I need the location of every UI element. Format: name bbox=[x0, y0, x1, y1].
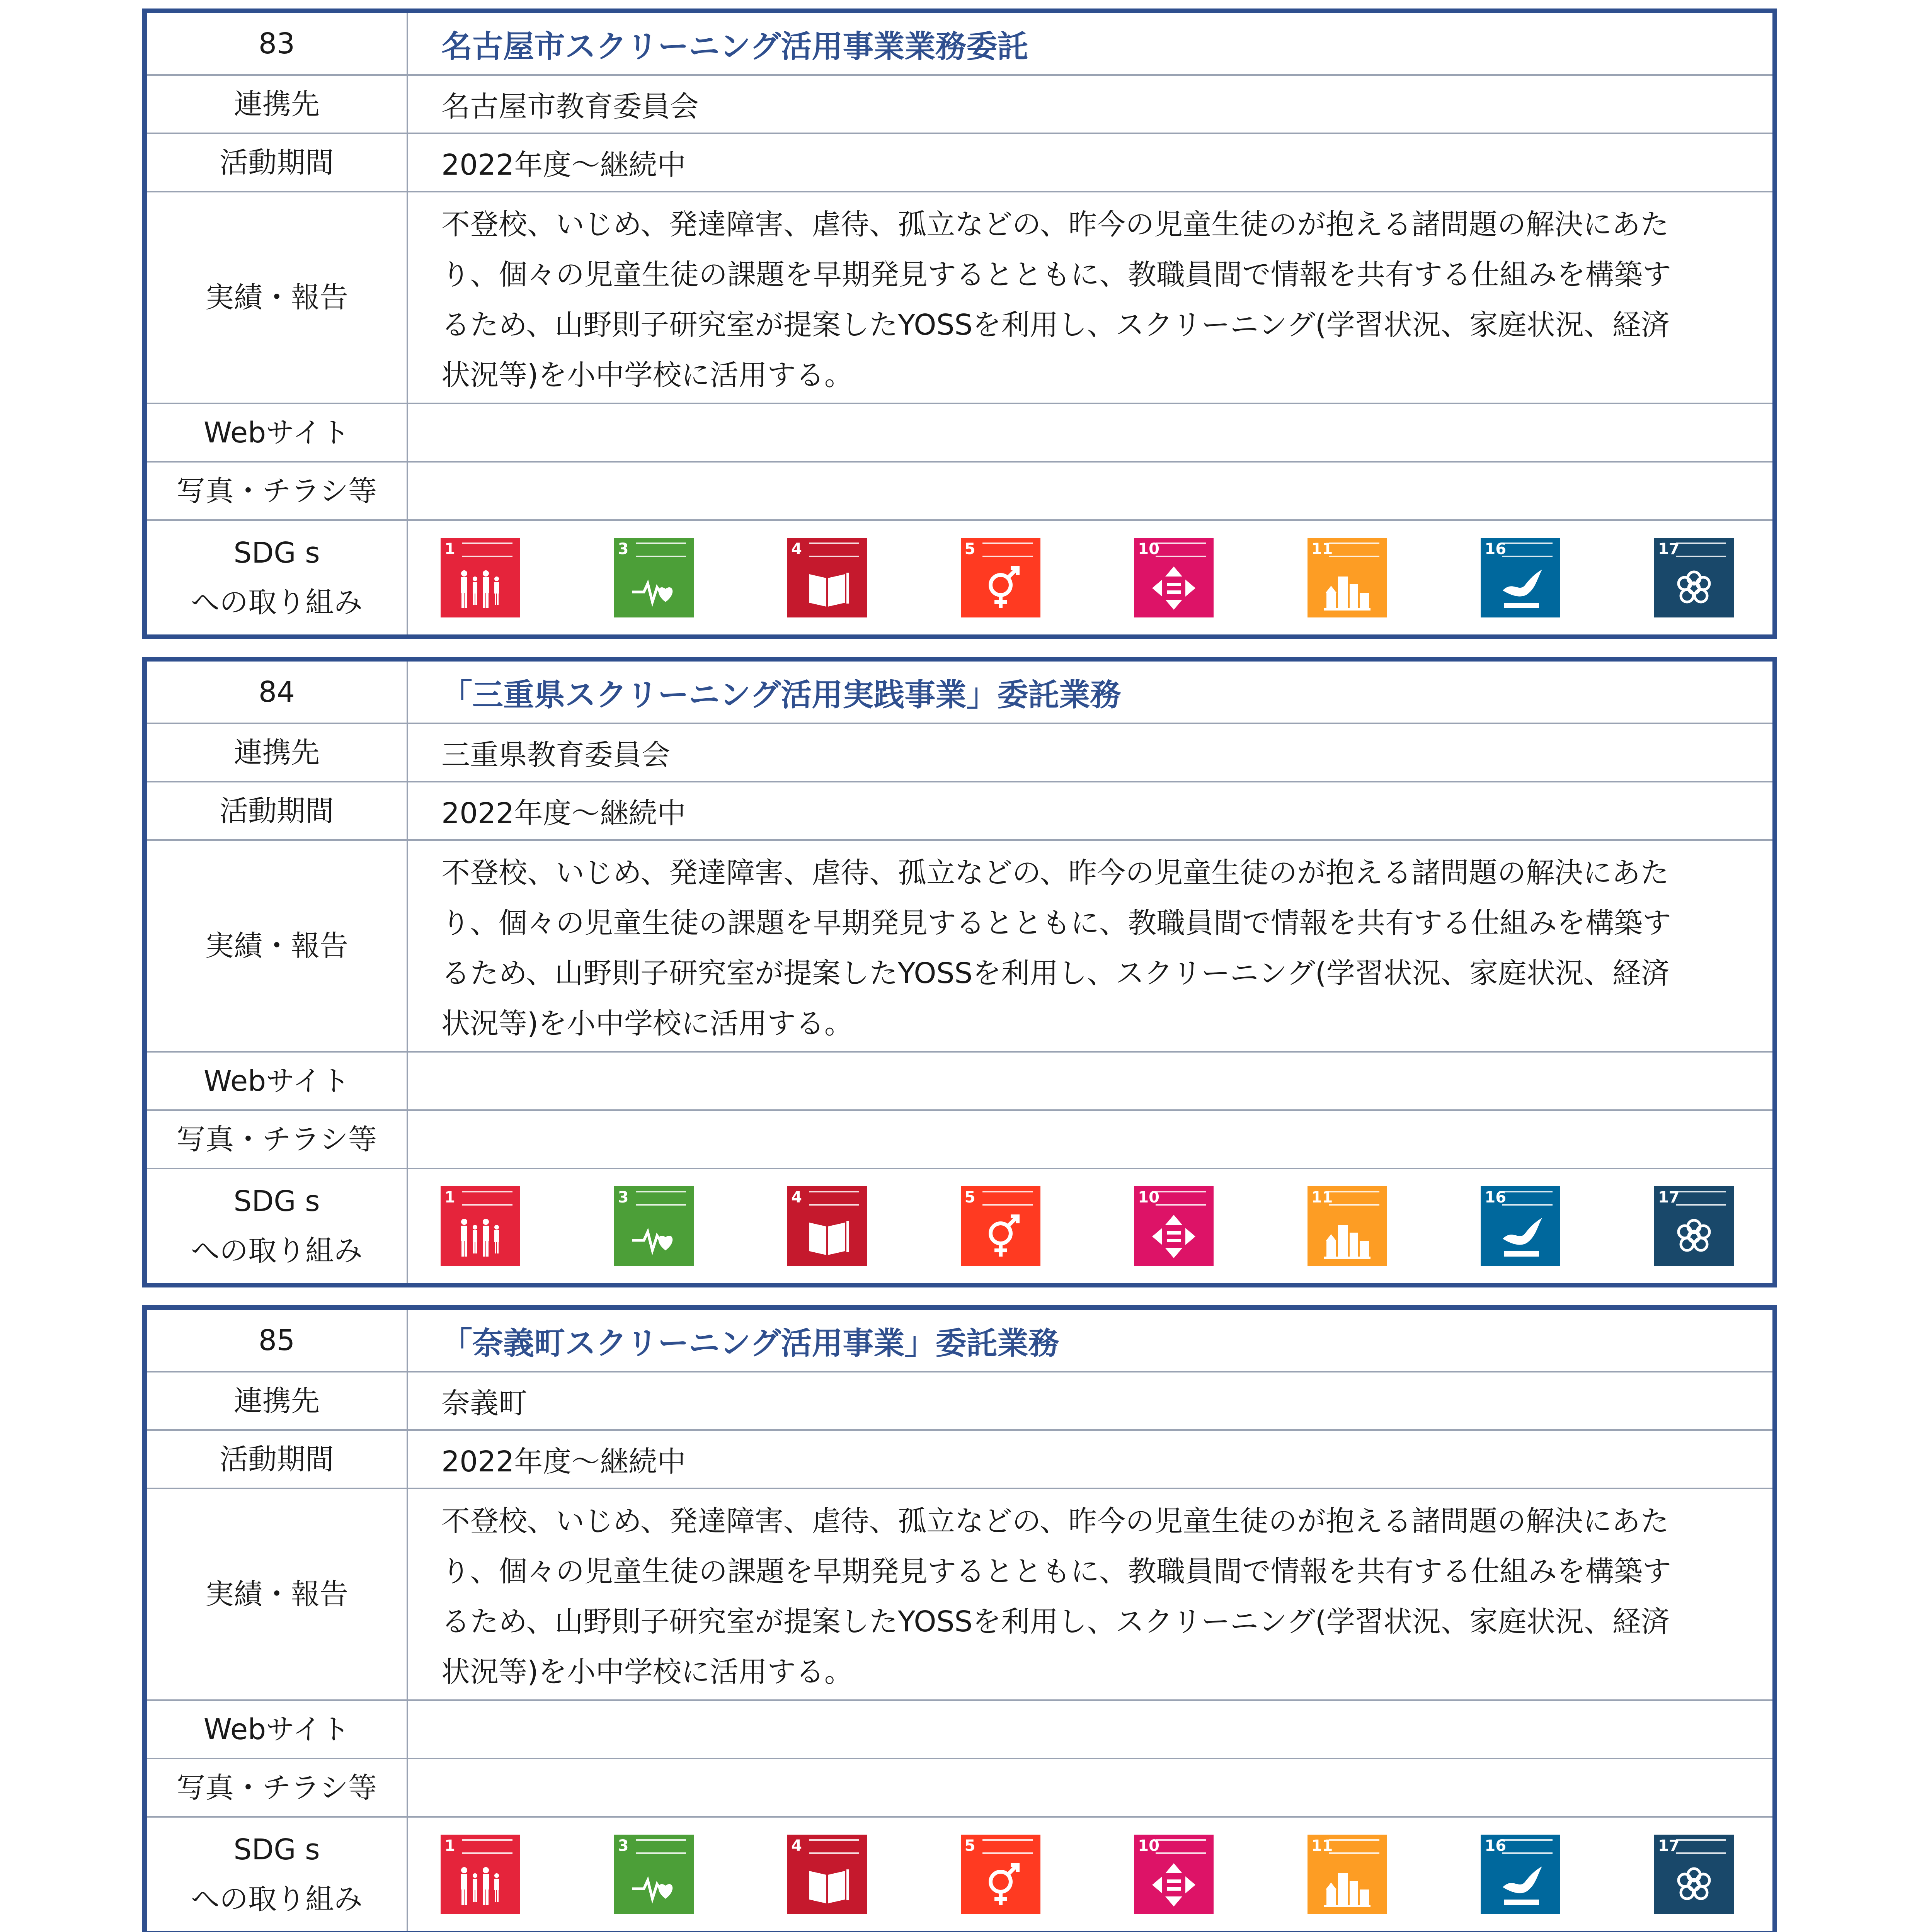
report-line: 状況等)を小中学校に活用する。 bbox=[441, 1007, 853, 1040]
project-record bbox=[142, 1305, 1777, 1932]
sdg-goal-number: 10 bbox=[1138, 540, 1159, 558]
sdg-goal-10-icon bbox=[1134, 1186, 1214, 1266]
partner-label: 連携先 bbox=[147, 724, 408, 781]
sdg-goal-caption bbox=[1502, 1191, 1553, 1206]
website-row bbox=[147, 1051, 1772, 1109]
sdg-goal-11-icon bbox=[1308, 1186, 1387, 1266]
sdg-goal-number: 17 bbox=[1658, 540, 1680, 558]
record-header-row bbox=[147, 1310, 1772, 1371]
report-label: 実績・報告 bbox=[147, 1489, 408, 1699]
sdg-goal-number: 5 bbox=[964, 540, 976, 558]
partner-value: 名古屋市教育委員会 bbox=[441, 90, 699, 123]
sdgs-row bbox=[147, 1168, 1772, 1283]
sdg-goal-caption bbox=[1156, 1839, 1206, 1854]
period-row bbox=[147, 1429, 1772, 1488]
sdg-goal-number: 17 bbox=[1658, 1837, 1680, 1855]
report-label: 実績・報告 bbox=[147, 192, 408, 403]
sdgs-row bbox=[147, 1816, 1772, 1931]
report-line: るため、山野則子研究室が提案したYOSSを利用し、スクリーニング(学習状況、家庭状況、経済 bbox=[441, 308, 1670, 342]
sdg-goal-1-icon bbox=[441, 1835, 520, 1914]
sdg-goal-number: 4 bbox=[791, 1189, 802, 1206]
sdg-goal-3-icon bbox=[614, 1835, 694, 1914]
partner-value: 三重県教育委員会 bbox=[441, 738, 670, 772]
sdg-goal-3-icon bbox=[614, 538, 694, 617]
photos-value bbox=[408, 463, 1772, 519]
partner-row bbox=[147, 74, 1772, 133]
sdg-goal-16-icon bbox=[1481, 1186, 1560, 1266]
report-line: 不登校、いじめ、発達障害、虐待、孤立などの、昨今の児童生徒のが抱える諸問題の解決にあた bbox=[441, 856, 1669, 889]
sdg-goal-number: 11 bbox=[1311, 540, 1333, 558]
sdg-goal-caption bbox=[982, 1191, 1033, 1206]
photos-row bbox=[147, 1109, 1772, 1168]
sdg-goal-1-icon bbox=[441, 1186, 520, 1266]
report-row bbox=[147, 191, 1772, 403]
sdgs-label-line2: への取り組み bbox=[191, 1883, 363, 1916]
sdg-goal-3-icon bbox=[614, 1186, 694, 1266]
period-value: 2022年度〜継続中 bbox=[441, 148, 686, 182]
sdg-goal-number: 1 bbox=[444, 1837, 455, 1855]
period-row bbox=[147, 133, 1772, 191]
sdg-goal-caption bbox=[1329, 1839, 1379, 1854]
website-value[interactable] bbox=[408, 404, 1772, 461]
report-row bbox=[147, 839, 1772, 1051]
website-value[interactable] bbox=[408, 1053, 1772, 1109]
sdg-goal-number: 11 bbox=[1311, 1837, 1333, 1855]
sdg-goal-4-icon bbox=[787, 538, 867, 617]
sdg-goal-number: 10 bbox=[1138, 1189, 1159, 1206]
partner-row bbox=[147, 1371, 1772, 1429]
sdgs-label-line1: SDG s bbox=[233, 1185, 320, 1218]
sdg-goal-caption bbox=[1676, 543, 1726, 557]
record-header-row bbox=[147, 662, 1772, 723]
sdg-goal-number: 5 bbox=[964, 1189, 976, 1206]
report-row bbox=[147, 1488, 1772, 1699]
sdg-goal-caption bbox=[462, 1839, 512, 1854]
website-label: Webサイト bbox=[147, 1701, 408, 1758]
report-line: 状況等)を小中学校に活用する。 bbox=[441, 1655, 853, 1689]
report-text bbox=[408, 192, 1772, 403]
sdgs-row bbox=[147, 519, 1772, 634]
sdg-goal-4-icon bbox=[787, 1186, 867, 1266]
sdg-goal-caption bbox=[809, 1191, 859, 1206]
photos-label: 写真・チラシ等 bbox=[147, 1759, 408, 1816]
sdg-goal-5-icon bbox=[961, 538, 1040, 617]
sdg-goal-number: 4 bbox=[791, 1837, 802, 1855]
sdg-goal-number: 16 bbox=[1485, 540, 1507, 558]
sdg-goal-caption bbox=[462, 543, 512, 557]
sdg-goal-number: 11 bbox=[1311, 1189, 1333, 1206]
sdg-goal-1-icon bbox=[441, 538, 520, 617]
sdg-icon-strip bbox=[408, 521, 1772, 634]
website-row bbox=[147, 1699, 1772, 1758]
sdg-goal-17-icon bbox=[1654, 538, 1734, 617]
sdg-goal-5-icon bbox=[961, 1186, 1040, 1266]
partner-label: 連携先 bbox=[147, 1372, 408, 1429]
sdg-goal-4-icon bbox=[787, 1835, 867, 1914]
partner-row bbox=[147, 723, 1772, 781]
sdg-goal-10-icon bbox=[1134, 1835, 1214, 1914]
sdg-goal-11-icon bbox=[1308, 538, 1387, 617]
website-label: Webサイト bbox=[147, 1053, 408, 1109]
sdg-goal-caption bbox=[1329, 543, 1379, 557]
report-text bbox=[408, 841, 1772, 1051]
sdgs-label bbox=[147, 1169, 408, 1283]
period-label: 活動期間 bbox=[147, 1431, 408, 1488]
photos-value bbox=[408, 1111, 1772, 1168]
sdg-goal-number: 1 bbox=[444, 1189, 455, 1206]
sdgs-label bbox=[147, 521, 408, 634]
website-value[interactable] bbox=[408, 1701, 1772, 1758]
website-label: Webサイト bbox=[147, 404, 408, 461]
report-line: 不登校、いじめ、発達障害、虐待、孤立などの、昨今の児童生徒のが抱える諸問題の解決にあた bbox=[441, 1505, 1669, 1538]
sdg-goal-number: 1 bbox=[444, 540, 455, 558]
photos-label: 写真・チラシ等 bbox=[147, 1111, 408, 1168]
project-record bbox=[142, 657, 1777, 1287]
report-line: り、個々の児童生徒の課題を早期発見するとともに、教職員間で情報を共有する仕組みを構築す bbox=[441, 906, 1671, 940]
sdg-goal-number: 16 bbox=[1485, 1189, 1507, 1206]
photos-row bbox=[147, 1758, 1772, 1816]
sdg-goal-caption bbox=[1676, 1839, 1726, 1854]
sdg-goal-caption bbox=[1156, 1191, 1206, 1206]
sdg-icon-strip bbox=[408, 1818, 1772, 1931]
sdg-goal-16-icon bbox=[1481, 538, 1560, 617]
sdg-goal-caption bbox=[1329, 1191, 1379, 1206]
sdg-goal-caption bbox=[982, 543, 1033, 557]
sdg-goal-number: 3 bbox=[618, 1189, 629, 1206]
sdg-goal-number: 3 bbox=[618, 540, 629, 558]
sdg-goal-caption bbox=[636, 543, 686, 557]
period-label: 活動期間 bbox=[147, 782, 408, 839]
sdg-goal-caption bbox=[636, 1839, 686, 1854]
sdg-goal-number: 17 bbox=[1658, 1189, 1680, 1206]
partner-value: 奈義町 bbox=[441, 1386, 527, 1420]
sdg-goal-17-icon bbox=[1654, 1186, 1734, 1266]
record-title: 「奈義町スクリーニング活用事業」委託業務 bbox=[441, 1325, 1059, 1361]
partner-label: 連携先 bbox=[147, 76, 408, 133]
period-value: 2022年度〜継続中 bbox=[441, 796, 686, 830]
sdg-goal-caption bbox=[809, 543, 859, 557]
sdgs-label-line1: SDG s bbox=[233, 536, 320, 570]
sdgs-label-line1: SDG s bbox=[233, 1833, 320, 1866]
sdg-goal-caption bbox=[1502, 543, 1553, 557]
report-label: 実績・報告 bbox=[147, 841, 408, 1051]
project-record bbox=[142, 9, 1777, 639]
record-title: 名古屋市スクリーニング活用事業業務委託 bbox=[441, 28, 1028, 65]
report-text bbox=[408, 1489, 1772, 1699]
sdg-goal-17-icon bbox=[1654, 1835, 1734, 1914]
sdg-goal-caption bbox=[1156, 543, 1206, 557]
sdg-goal-11-icon bbox=[1308, 1835, 1387, 1914]
report-line: 状況等)を小中学校に活用する。 bbox=[441, 359, 853, 392]
report-line: るため、山野則子研究室が提案したYOSSを利用し、スクリーニング(学習状況、家庭状況、経済 bbox=[441, 1605, 1670, 1638]
sdg-goal-16-icon bbox=[1481, 1835, 1560, 1914]
sdg-goal-caption bbox=[982, 1839, 1033, 1854]
report-line: 不登校、いじめ、発達障害、虐待、孤立などの、昨今の児童生徒のが抱える諸問題の解決にあた bbox=[441, 208, 1669, 241]
sdg-goal-number: 5 bbox=[964, 1837, 976, 1855]
sdg-goal-caption bbox=[462, 1191, 512, 1206]
report-line: り、個々の児童生徒の課題を早期発見するとともに、教職員間で情報を共有する仕組みを構築す bbox=[441, 258, 1671, 291]
sdg-goal-number: 3 bbox=[618, 1837, 629, 1855]
sdg-goal-number: 10 bbox=[1138, 1837, 1159, 1855]
period-row bbox=[147, 781, 1772, 839]
record-number: 85 bbox=[147, 1310, 408, 1371]
website-row bbox=[147, 403, 1772, 461]
sdg-icon-strip bbox=[408, 1169, 1772, 1283]
sdg-goal-caption bbox=[1676, 1191, 1726, 1206]
record-header-row bbox=[147, 13, 1772, 74]
photos-row bbox=[147, 461, 1772, 519]
sdg-goal-caption bbox=[809, 1839, 859, 1854]
sdgs-label-line2: への取り組み bbox=[191, 586, 363, 619]
photos-value bbox=[408, 1759, 1772, 1816]
record-number: 83 bbox=[147, 13, 408, 74]
sdg-goal-caption bbox=[1502, 1839, 1553, 1854]
report-line: るため、山野則子研究室が提案したYOSSを利用し、スクリーニング(学習状況、家庭状況、経済 bbox=[441, 957, 1670, 990]
period-value: 2022年度〜継続中 bbox=[441, 1445, 686, 1478]
photos-label: 写真・チラシ等 bbox=[147, 463, 408, 519]
sdg-goal-5-icon bbox=[961, 1835, 1040, 1914]
sdg-goal-10-icon bbox=[1134, 538, 1214, 617]
sdg-goal-caption bbox=[636, 1191, 686, 1206]
period-label: 活動期間 bbox=[147, 134, 408, 191]
sdg-goal-number: 16 bbox=[1485, 1837, 1507, 1855]
sdgs-label bbox=[147, 1818, 408, 1931]
sdg-goal-number: 4 bbox=[791, 540, 802, 558]
sdgs-label-line2: への取り組み bbox=[191, 1234, 363, 1267]
record-title: 「三重県スクリーニング活用実践事業」委託業務 bbox=[441, 677, 1121, 713]
report-line: り、個々の児童生徒の課題を早期発見するとともに、教職員間で情報を共有する仕組みを構築す bbox=[441, 1555, 1671, 1588]
record-number: 84 bbox=[147, 662, 408, 723]
